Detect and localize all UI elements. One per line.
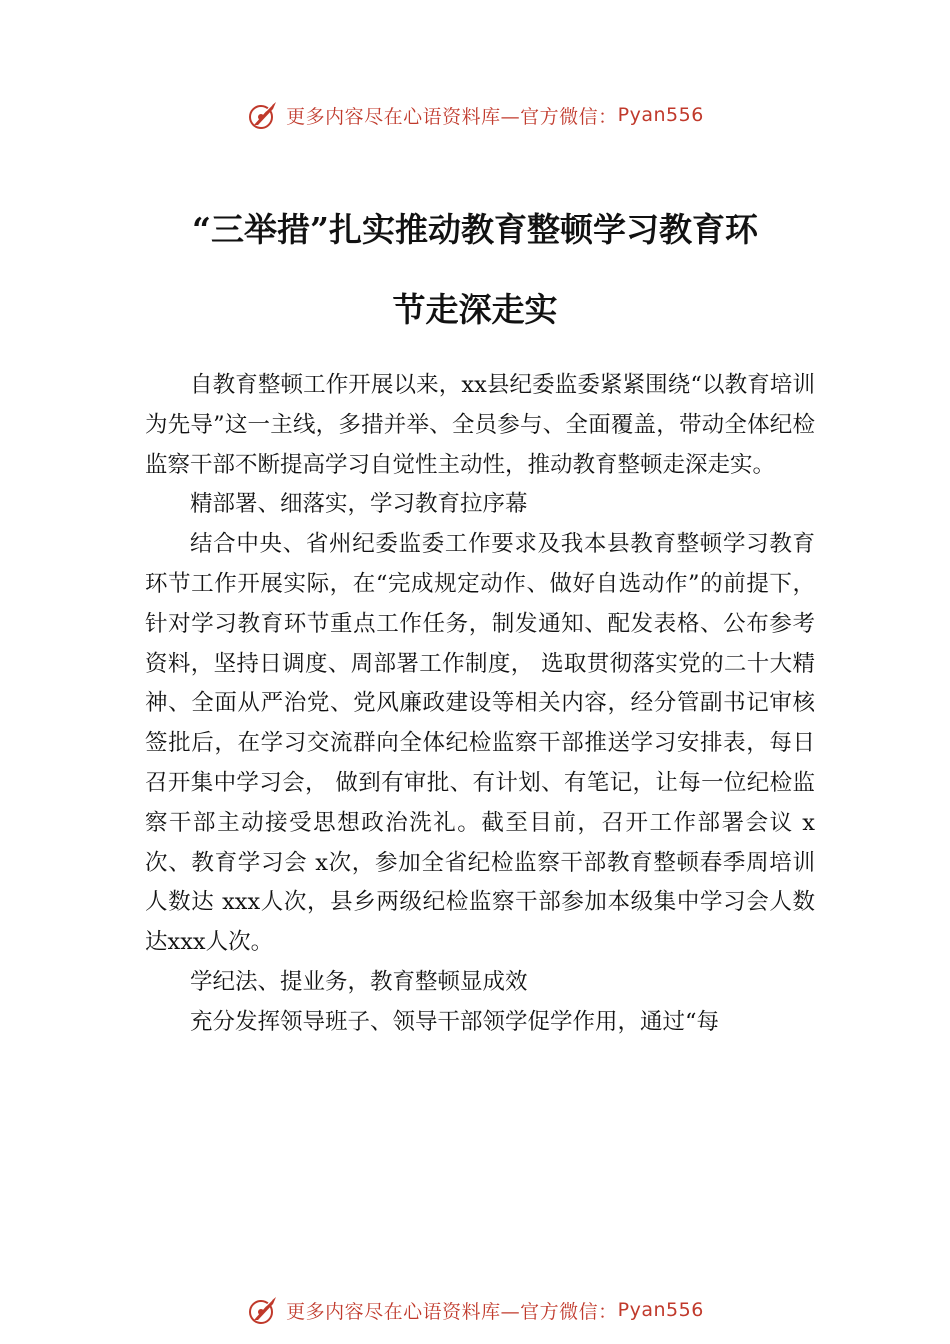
watermark-handle: Pyan556 (617, 104, 704, 126)
quill-logo-icon (246, 98, 280, 132)
watermark-text: 更多内容尽在心语资料库—官方微信： (286, 1300, 618, 1323)
intro-paragraph: 自教育整顿工作开展以来，xx县纪委监委紧紧围绕“以教育培训为先导”这一主线，多措并举、全员参与、全面覆盖，带动全体纪检监察干部不断提高学习自觉性主动性，推动教育整顿走深走实。 (145, 372, 815, 478)
watermark-text: 更多内容尽在心语资料库—官方微信： (286, 105, 618, 128)
document-body (145, 366, 815, 1043)
quill-logo-icon (246, 1293, 280, 1327)
document-title (120, 190, 830, 350)
section-heading-1: 精部署、细落实，学习教育拉序幕 (190, 491, 528, 518)
title-line-1: “三举措”扎实推动教育整顿学习教育环 (192, 210, 758, 249)
header-watermark (0, 95, 950, 135)
section-heading-2: 学纪法、提业务，教育整顿显成效 (190, 968, 528, 995)
section-1-paragraph: 结合中央、省州纪委监委工作要求及我本县教育整顿学习教育环节工作开展实际，在“完成规定动作、做好自选动作”的前提下，针对学习教育环节重点工作任务，制发通知、配发表格、公布参考资料，坚持日调度、周部署工作制度， 选取贯彻落实党的二十大精神、全面从严治党、党风廉政建设等相关内容，经分管副书记审核签批后，在学习交流群向全体纪检监察干部推送学习安排表，每日召开集中学习会， 做到有审批、有计划、有笔记，让每一位纪检监察干部主动接受思想政治洗礼。截至目前，召开工作部署会议 x次、教育学习会 x次，参加全省纪检监察干部教育整顿春季周培训人数达 xxx人次，县乡两级纪检监察干部参加本级集中学习会人数达xxx人次。 (145, 531, 815, 956)
section-2-paragraph: 充分发挥领导班子、领导干部领学促学作用，通过“每 (190, 1008, 720, 1035)
watermark-handle: Pyan556 (617, 1299, 704, 1321)
title-line-2: 节走深走实 (392, 290, 558, 329)
footer-watermark (0, 1290, 950, 1330)
